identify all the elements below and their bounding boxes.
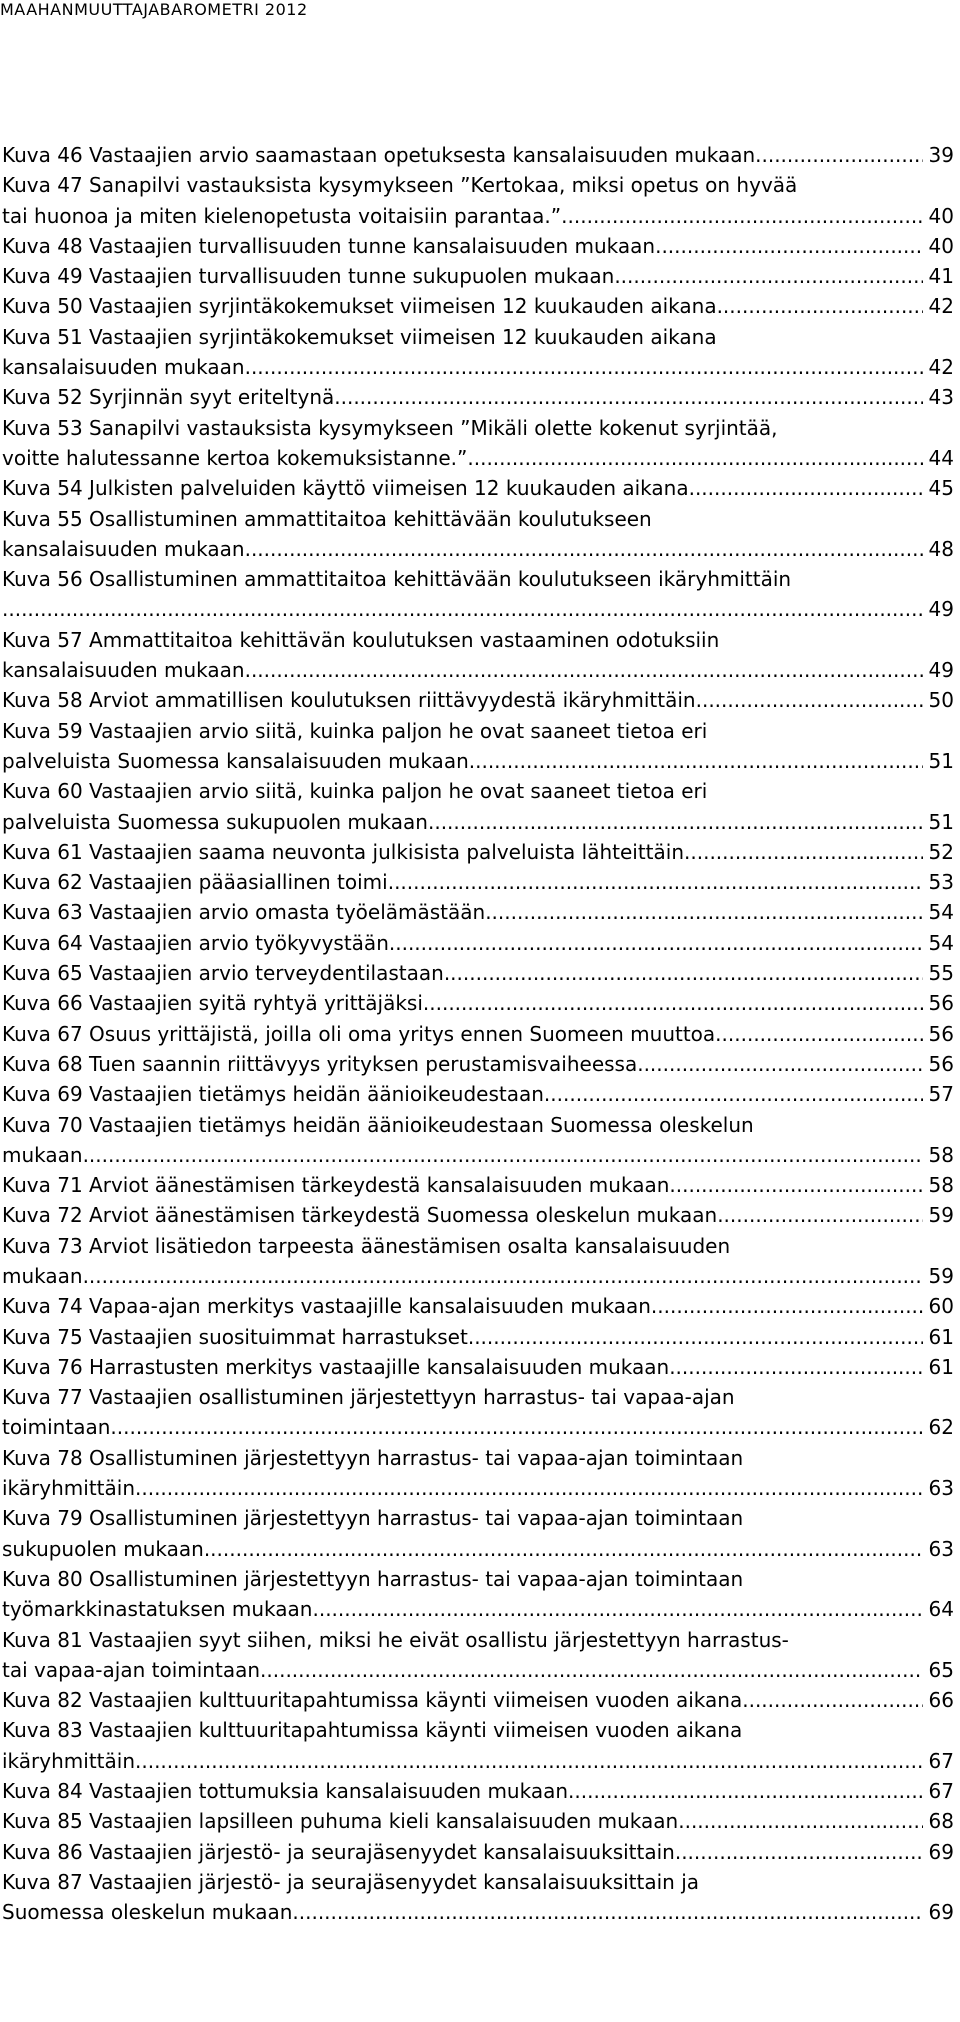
- toc-entry-continued[interactable]: [2, 1110, 954, 1140]
- toc-entry[interactable]: [2, 443, 954, 473]
- toc-entry-continued[interactable]: [2, 1715, 954, 1745]
- toc-dot-leader: [245, 534, 923, 564]
- toc-page-number: 54: [928, 900, 954, 925]
- toc-page-number: 56: [928, 1021, 954, 1046]
- toc-entry[interactable]: [2, 1412, 954, 1442]
- toc-entry-title: Kuva 47 Sanapilvi vastauksista kysymykseen ”Kertokaa, miksi opetus on hyvää: [2, 173, 798, 198]
- toc-entry[interactable]: [2, 867, 954, 897]
- toc-entry-title: mukaan: [2, 1263, 83, 1288]
- toc-entry[interactable]: [2, 1200, 954, 1230]
- toc-entry[interactable]: [2, 231, 954, 261]
- toc-entry[interactable]: [2, 1322, 954, 1352]
- toc-dot-leader: [292, 1897, 922, 1927]
- toc-dot-leader: [83, 1140, 923, 1170]
- toc-dot-leader: [2, 594, 923, 624]
- toc-page-number: 43: [928, 385, 954, 410]
- toc-entry[interactable]: [2, 928, 954, 958]
- toc-entry-title: Suomessa oleskelun mukaan: [2, 1900, 293, 1925]
- toc-dot-leader: [568, 1776, 923, 1806]
- toc-entry[interactable]: [2, 1897, 954, 1927]
- toc-entry-title: Kuva 60 Vastaajien arvio siitä, kuinka paljon he ovat saaneet tietoa eri: [2, 779, 708, 804]
- toc-page-number: 68: [928, 1809, 954, 1834]
- toc-entry-title: Kuva 81 Vastaajien syyt siihen, miksi he eivät osallistu järjestettyyn harrastus-: [2, 1627, 789, 1652]
- toc-entry[interactable]: [2, 1837, 954, 1867]
- toc-page-number: 63: [928, 1476, 954, 1501]
- toc-page-number: 52: [928, 839, 954, 864]
- toc-entry-title: tai vapaa-ajan toimintaan: [2, 1657, 261, 1682]
- toc-entry-continued[interactable]: [2, 1443, 954, 1473]
- toc-entry-continued[interactable]: [2, 625, 954, 655]
- toc-page-number: 61: [928, 1354, 954, 1379]
- toc-dot-leader: [614, 261, 922, 291]
- toc-page-number: 51: [928, 809, 954, 834]
- toc-page-number: 62: [928, 1415, 954, 1440]
- toc-page-number: 48: [928, 536, 954, 561]
- toc-entry-title: Kuva 57 Ammattitaitoa kehittävän koulutuksen vastaaminen odotuksiin: [2, 627, 720, 652]
- toc-entry-continued[interactable]: [2, 1625, 954, 1655]
- toc-dot-leader: [544, 1079, 923, 1109]
- toc-entry[interactable]: [2, 1776, 954, 1806]
- toc-page-number: 65: [928, 1657, 954, 1682]
- toc-dot-leader: [444, 958, 923, 988]
- toc-entry-title: Kuva 69 Vastaajien tietämys heidän äänioikeudestaan: [2, 1082, 544, 1107]
- toc-entry[interactable]: [2, 897, 954, 927]
- toc-entry[interactable]: [2, 1352, 954, 1382]
- toc-page-number: 40: [928, 233, 954, 258]
- toc-entry-continued[interactable]: [2, 1867, 954, 1897]
- toc-entry-title: Kuva 65 Vastaajien arvio terveydentilastaan: [2, 961, 444, 986]
- toc-entry-title: Kuva 55 Osallistuminen ammattitaitoa kehittävään koulutukseen: [2, 506, 652, 531]
- toc-page-number: 49: [928, 597, 954, 622]
- toc-dot-leader: [110, 1412, 922, 1442]
- toc-page-number: 55: [928, 961, 954, 986]
- toc-page-number: 49: [928, 658, 954, 683]
- toc-page-number: 59: [928, 1263, 954, 1288]
- toc-dot-leader: [561, 201, 922, 231]
- toc-page-number: 64: [928, 1597, 954, 1622]
- toc-dot-leader: [696, 685, 923, 715]
- toc-entry-title: Kuva 66 Vastaajien syitä ryhtyä yrittäjäksi: [2, 991, 423, 1016]
- toc-entry-title: Kuva 79 Osallistuminen järjestettyyn harrastus- tai vapaa-ajan toimintaan: [2, 1506, 744, 1531]
- toc-entry-title: Kuva 64 Vastaajien arvio työkyvystään: [2, 930, 389, 955]
- toc-page-number: 44: [928, 445, 954, 470]
- toc-dot-leader: [717, 291, 923, 321]
- toc-page-number: 61: [928, 1324, 954, 1349]
- toc-entry-title: Kuva 49 Vastaajien turvallisuuden tunne sukupuolen mukaan: [2, 264, 615, 289]
- toc-entry-title: Kuva 87 Vastaajien järjestö- ja seurajäsenyydet kansalaisuuksittain ja: [2, 1869, 700, 1894]
- toc-dot-leader: [83, 1261, 923, 1291]
- toc-entry-title: palveluista Suomessa sukupuolen mukaan: [2, 809, 428, 834]
- toc-dot-leader: [388, 867, 923, 897]
- toc-page-number: 53: [928, 870, 954, 895]
- toc-page-number: 40: [928, 203, 954, 228]
- toc-entry-title: Kuva 58 Arviot ammatillisen koulutuksen riittävyydestä ikäryhmittäin: [2, 688, 696, 713]
- toc-dot-leader: [675, 1837, 923, 1867]
- toc-entry[interactable]: [2, 594, 954, 624]
- toc-page-number: 56: [928, 991, 954, 1016]
- toc-entry[interactable]: [2, 473, 954, 503]
- toc-page-number: 50: [928, 688, 954, 713]
- toc-page-number: 69: [928, 1839, 954, 1864]
- table-of-figures: [2, 140, 954, 1928]
- toc-entry-title: Kuva 73 Arviot lisätiedon tarpeesta äänestämisen osalta kansalaisuuden: [2, 1233, 731, 1258]
- toc-entry[interactable]: [2, 201, 954, 231]
- toc-page-number: 59: [928, 1203, 954, 1228]
- toc-entry[interactable]: [2, 1806, 954, 1836]
- toc-page-number: 57: [928, 1082, 954, 1107]
- running-header: MAAHANMUUTTAJABAROMETRI 2012: [0, 0, 308, 19]
- toc-page-number: 66: [928, 1688, 954, 1713]
- toc-entry[interactable]: [2, 958, 954, 988]
- toc-entry[interactable]: [2, 261, 954, 291]
- toc-entry[interactable]: [2, 1291, 954, 1321]
- toc-entry-title: Kuva 67 Osuus yrittäjistä, joilla oli oma yritys ennen Suomeen muuttoa: [2, 1021, 716, 1046]
- toc-entry-continued[interactable]: [2, 1564, 954, 1594]
- toc-dot-leader: [135, 1746, 923, 1776]
- toc-entry-title: työmarkkinastatuksen mukaan: [2, 1597, 313, 1622]
- toc-entry[interactable]: [2, 1534, 954, 1564]
- toc-entry[interactable]: [2, 655, 954, 685]
- toc-entry-title: Kuva 54 Julkisten palveluiden käyttö viimeisen 12 kuukauden aikana: [2, 476, 689, 501]
- toc-dot-leader: [245, 655, 923, 685]
- toc-entry-continued[interactable]: [2, 716, 954, 746]
- toc-entry-title: Kuva 82 Vastaajien kulttuuritapahtumissa käynti viimeisen vuoden aikana: [2, 1688, 743, 1713]
- toc-dot-leader: [423, 988, 923, 1018]
- toc-dot-leader: [135, 1473, 923, 1503]
- toc-entry[interactable]: [2, 746, 954, 776]
- toc-dot-leader: [428, 807, 923, 837]
- toc-dot-leader: [468, 1322, 923, 1352]
- toc-entry[interactable]: [2, 1049, 954, 1079]
- toc-entry[interactable]: [2, 988, 954, 1018]
- toc-dot-leader: [637, 1049, 922, 1079]
- toc-entry-title: mukaan: [2, 1142, 83, 1167]
- toc-entry-title: Kuva 72 Arviot äänestämisen tärkeydestä Suomessa oleskelun mukaan: [2, 1203, 718, 1228]
- toc-entry-title: tai huonoa ja miten kielenopetusta voitaisiin parantaa.”: [2, 203, 562, 228]
- toc-entry-title: voitte halutessanne kertoa kokemuksistanne.”: [2, 445, 468, 470]
- toc-page-number: 54: [928, 930, 954, 955]
- toc-dot-leader: [334, 382, 922, 412]
- toc-page-number: 69: [928, 1900, 954, 1925]
- toc-entry-title: Kuva 71 Arviot äänestämisen tärkeydestä kansalaisuuden mukaan: [2, 1173, 670, 1198]
- toc-entry[interactable]: [2, 1261, 954, 1291]
- toc-entry-continued[interactable]: [2, 564, 954, 594]
- toc-page-number: 60: [928, 1294, 954, 1319]
- toc-entry-title: Kuva 62 Vastaajien pääasiallinen toimi: [2, 870, 388, 895]
- toc-entry[interactable]: [2, 1594, 954, 1624]
- toc-page-number: 42: [928, 294, 954, 319]
- toc-entry[interactable]: [2, 140, 954, 170]
- toc-entry-continued[interactable]: [2, 1503, 954, 1533]
- toc-entry-title: Kuva 80 Osallistuminen järjestettyyn harrastus- tai vapaa-ajan toimintaan: [2, 1566, 744, 1591]
- toc-page-number: 67: [928, 1779, 954, 1804]
- toc-entry-title: Kuva 46 Vastaajien arvio saamastaan opetuksesta kansalaisuuden mukaan: [2, 143, 756, 167]
- toc-page-number: 67: [928, 1748, 954, 1773]
- toc-page-number: 63: [928, 1536, 954, 1561]
- toc-entry-title: Kuva 48 Vastaajien turvallisuuden tunne kansalaisuuden mukaan: [2, 233, 656, 258]
- toc-entry-continued[interactable]: [2, 1382, 954, 1412]
- toc-dot-leader: [755, 140, 922, 170]
- toc-page-number: 45: [928, 476, 954, 501]
- toc-page-number: 58: [928, 1142, 954, 1167]
- toc-page-number: 41: [928, 264, 954, 289]
- toc-entry-title: Kuva 75 Vastaajien suosituimmat harrastukset: [2, 1324, 468, 1349]
- toc-entry[interactable]: [2, 837, 954, 867]
- toc-entry-continued[interactable]: [2, 1231, 954, 1261]
- toc-dot-leader: [715, 1019, 922, 1049]
- toc-entry-title: ikäryhmittäin: [2, 1476, 135, 1501]
- toc-dot-leader: [467, 443, 922, 473]
- toc-entry[interactable]: [2, 291, 954, 321]
- toc-dot-leader: [469, 746, 923, 776]
- toc-entry-title: Kuva 52 Syrjinnän syyt eriteltynä: [2, 385, 335, 410]
- toc-entry-title: Kuva 70 Vastaajien tietämys heidän äänioikeudestaan Suomessa oleskelun: [2, 1112, 754, 1137]
- toc-entry-title: Kuva 78 Osallistuminen järjestettyyn harrastus- tai vapaa-ajan toimintaan: [2, 1445, 744, 1470]
- toc-page-number: 51: [928, 748, 954, 773]
- toc-entry-title: Kuva 68 Tuen saannin riittävyys yrityksen perustamisvaiheessa: [2, 1051, 638, 1076]
- toc-entry[interactable]: [2, 1473, 954, 1503]
- toc-dot-leader: [655, 231, 922, 261]
- toc-page-number: 58: [928, 1173, 954, 1198]
- toc-entry-continued[interactable]: [2, 413, 954, 443]
- toc-dot-leader: [260, 1655, 923, 1685]
- toc-entry[interactable]: [2, 534, 954, 564]
- toc-entry[interactable]: [2, 1140, 954, 1170]
- toc-entry-title: Kuva 76 Harrastusten merkitys vastaajille kansalaisuuden mukaan: [2, 1354, 670, 1379]
- toc-entry-title: Kuva 59 Vastaajien arvio siitä, kuinka paljon he ovat saaneet tietoa eri: [2, 718, 708, 743]
- toc-entry-title: Kuva 84 Vastaajien tottumuksia kansalaisuuden mukaan: [2, 1779, 569, 1804]
- toc-dot-leader: [669, 1170, 922, 1200]
- toc-entry[interactable]: [2, 1019, 954, 1049]
- toc-entry-title: Kuva 86 Vastaajien järjestö- ja seurajäsenyydet kansalaisuuksittain: [2, 1839, 675, 1864]
- toc-entry-title: Kuva 83 Vastaajien kulttuuritapahtumissa käynti viimeisen vuoden aikana: [2, 1718, 743, 1743]
- toc-dot-leader: [204, 1534, 923, 1564]
- toc-dot-leader: [689, 473, 923, 503]
- toc-dot-leader: [684, 837, 923, 867]
- toc-page-number: 39: [928, 143, 954, 167]
- toc-entry-title: Kuva 50 Vastaajien syrjintäkokemukset viimeisen 12 kuukauden aikana: [2, 294, 717, 319]
- toc-entry-title: kansalaisuuden mukaan: [2, 536, 245, 561]
- toc-dot-leader: [678, 1806, 922, 1836]
- toc-entry[interactable]: [2, 352, 954, 382]
- toc-entry-title: kansalaisuuden mukaan: [2, 658, 245, 683]
- toc-entry[interactable]: [2, 382, 954, 412]
- toc-entry[interactable]: [2, 1655, 954, 1685]
- toc-entry-title: sukupuolen mukaan: [2, 1536, 204, 1561]
- toc-entry[interactable]: [2, 1746, 954, 1776]
- toc-entry[interactable]: [2, 1685, 954, 1715]
- toc-page-number: 56: [928, 1051, 954, 1076]
- toc-dot-leader: [485, 897, 922, 927]
- toc-entry-title: Kuva 53 Sanapilvi vastauksista kysymykseen ”Mikäli olette kokenut syrjintää,: [2, 415, 778, 440]
- toc-entry-continued[interactable]: [2, 322, 954, 352]
- toc-entry[interactable]: [2, 1170, 954, 1200]
- toc-entry-title: kansalaisuuden mukaan: [2, 355, 245, 380]
- toc-entry-title: Kuva 51 Vastaajien syrjintäkokemukset viimeisen 12 kuukauden aikana: [2, 324, 717, 349]
- toc-entry[interactable]: [2, 807, 954, 837]
- toc-entry-title: palveluista Suomessa kansalaisuuden mukaan: [2, 748, 469, 773]
- toc-entry-continued[interactable]: [2, 504, 954, 534]
- toc-entry-title: Kuva 61 Vastaajien saama neuvonta julkisista palveluista lähteittäin: [2, 839, 685, 864]
- toc-entry-title: Kuva 63 Vastaajien arvio omasta työelämästään: [2, 900, 486, 925]
- toc-entry-title: Kuva 74 Vapaa-ajan merkitys vastaajille kansalaisuuden mukaan: [2, 1294, 651, 1319]
- toc-dot-leader: [717, 1200, 922, 1230]
- toc-page-number: 42: [928, 355, 954, 380]
- toc-dot-leader: [669, 1352, 922, 1382]
- toc-entry-continued[interactable]: [2, 170, 954, 200]
- toc-entry-title: Kuva 77 Vastaajien osallistuminen järjestettyyn harrastus- tai vapaa-ajan: [2, 1385, 735, 1410]
- toc-entry[interactable]: [2, 1079, 954, 1109]
- toc-entry[interactable]: [2, 685, 954, 715]
- toc-entry-title: toimintaan: [2, 1415, 111, 1440]
- toc-entry-title: ikäryhmittäin: [2, 1748, 135, 1773]
- toc-dot-leader: [312, 1594, 922, 1624]
- toc-dot-leader: [651, 1291, 923, 1321]
- toc-dot-leader: [389, 928, 923, 958]
- toc-entry-title: Kuva 85 Vastaajien lapsilleen puhuma kieli kansalaisuuden mukaan: [2, 1809, 679, 1834]
- toc-entry-continued[interactable]: [2, 776, 954, 806]
- toc-dot-leader: [245, 352, 923, 382]
- toc-entry-title: Kuva 56 Osallistuminen ammattitaitoa kehittävään koulutukseen ikäryhmittäin: [2, 567, 792, 592]
- toc-dot-leader: [742, 1685, 922, 1715]
